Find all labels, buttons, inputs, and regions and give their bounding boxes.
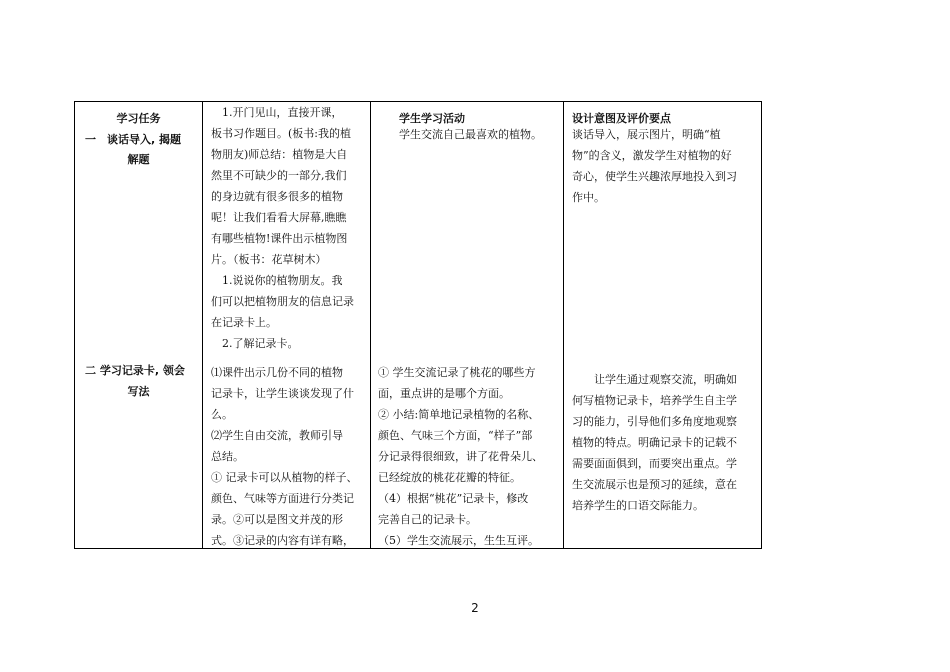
text-line: ⑴课件出示几份不同的植物 (211, 366, 343, 379)
text-line: 式。③记录的内容有详有略， (211, 534, 354, 547)
task1-title-cont: 解题 (127, 153, 150, 166)
task2-title-cont: 写法 (127, 385, 150, 398)
design-intent-bottom (572, 369, 760, 516)
page-number: 2 (471, 601, 479, 615)
tasks-header: 学习任务 (116, 112, 161, 125)
text-line: 板书习作题目。(板书:我的植 (211, 127, 351, 140)
text-line: 生交流展示也是预习的延续，意在 (572, 478, 737, 491)
text-line: 片。（板书：花草树木） (211, 253, 327, 266)
teacher-activity-top (211, 102, 367, 354)
text-line: 颜色、气味等方面进行分类记 (211, 492, 354, 505)
teacher-activity-bottom (211, 362, 367, 551)
task1-title: 一 谈话导入, 揭题 (85, 133, 182, 146)
text-line: （4）根据“桃花”记录卡，修改 (378, 492, 529, 505)
text-line: 何写植物记录卡，培养学生自主学 (572, 394, 737, 407)
text-line: 录。②可以是图文并茂的形 (211, 513, 343, 526)
text-line: 奇心，使学生兴趣浓厚地投入到习 (572, 170, 737, 183)
text-line: 呢！让我们看看大屏幕,瞧瞧 (211, 211, 347, 224)
design-intent-column (564, 102, 762, 549)
text-line: 完善自己的记录卡。 (378, 513, 477, 526)
text-line: 物朋友)师总结：植物是大自 (211, 148, 348, 161)
text-line: （5）学生交流展示，生生互评。 (378, 534, 539, 547)
design-intent-header: 设计意图及评价要点 (572, 112, 671, 125)
table-row (75, 102, 762, 549)
text-line: 已经绽放的桃花花瓣的特征。 (378, 471, 521, 484)
text-line: 1.说说你的植物朋友。我 (211, 274, 343, 287)
text-line: ⑵学生自由交流，教师引导 (211, 429, 343, 442)
text-line: ② 小结:简单地记录植物的名称、 (378, 408, 540, 421)
student-activity-header: 学生学习活动 (399, 112, 465, 125)
text-line: 培养学生的口语交际能力。 (572, 499, 704, 512)
text-line: 么。 (211, 408, 233, 421)
text-line: 2.了解记录卡。 (211, 337, 299, 350)
text-line: 在记录卡上。 (211, 316, 277, 329)
tasks-column (75, 102, 203, 549)
text-line: 需要面面俱到，而要突出重点。学 (572, 457, 737, 470)
text-line: 的身边就有很多很多的植物 (211, 190, 343, 203)
text-line: 有哪些植物!课件出示植物图 (211, 232, 348, 245)
text-line: 颜色、气味三个方面，“样子”部 (378, 429, 533, 442)
text-line: 分记录得很细致，讲了花骨朵儿、 (378, 450, 543, 463)
task2-title: 二 学习记录卡, 领会 (85, 364, 185, 377)
text-line: 谈话导入，展示图片，明确“植 (572, 128, 721, 141)
teacher-activity-column (203, 102, 371, 549)
text-line: 然里不可缺少的一部分,我们 (211, 169, 347, 182)
text-line: 总结。 (211, 450, 244, 463)
text-line: ① 学生交流记录了桃花的哪些方 (378, 366, 536, 379)
text-line: 让学生通过观察交流，明确如 (572, 373, 737, 386)
design-intent-top (572, 124, 760, 208)
text-line: 习的能力，引导他们多角度地观察 (572, 415, 737, 428)
text-line: 作中。 (572, 191, 605, 204)
text-line: 学生交流自己最喜欢的植物。 (399, 128, 542, 141)
student-activity-bottom (378, 362, 562, 551)
student-activity-top (399, 124, 542, 145)
text-line: 1.开门见山，直接开课， (211, 106, 343, 119)
student-activity-column (371, 102, 564, 549)
lesson-plan-table (74, 101, 762, 549)
text-line: 记录卡，让学生谈谈发现了什 (211, 387, 354, 400)
text-line: 面，重点讲的是哪个方面。 (378, 387, 510, 400)
text-line: ① 记录卡可以从植物的样子、 (211, 471, 358, 484)
text-line: 物”的含义，激发学生对植物的好 (572, 149, 732, 162)
text-line: 植物的特点。明确记录卡的记载不 (572, 436, 737, 449)
text-line: 们可以把植物朋友的信息记录 (211, 295, 354, 308)
